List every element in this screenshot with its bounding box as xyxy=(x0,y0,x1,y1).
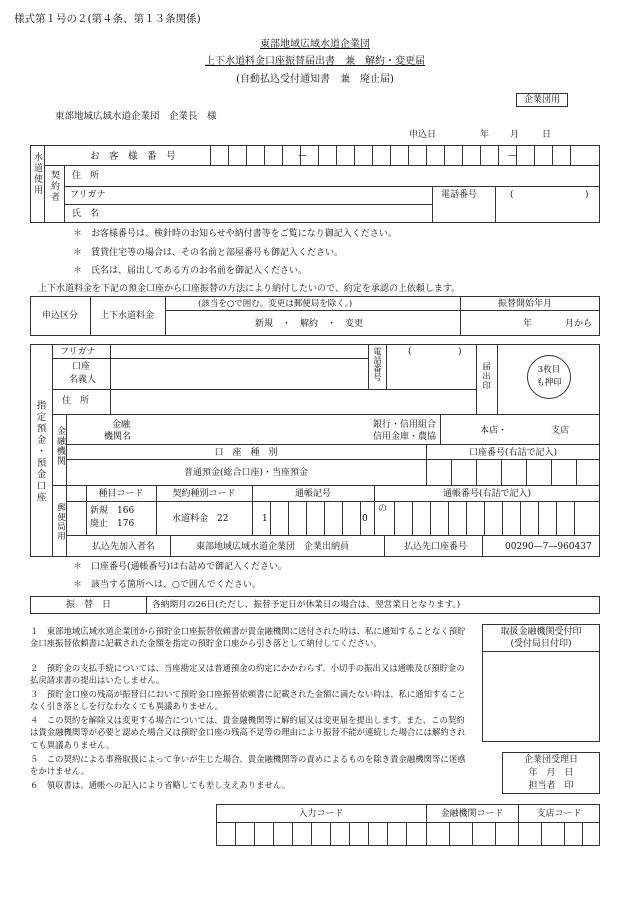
phone-open: ( xyxy=(510,190,514,200)
holder-phone-label: 電話番号 xyxy=(371,347,382,381)
furigana-label: フリガナ xyxy=(70,190,106,200)
copy-badge-label: 企業団用 xyxy=(523,95,560,105)
phone-close: ) xyxy=(585,190,589,200)
bank-types-2[interactable]: 信用金庫・農協 xyxy=(373,432,437,442)
customer-number-dash-1: — xyxy=(298,151,307,161)
bank-name-label-2: 機関名 xyxy=(104,432,132,442)
digit-cell-divider xyxy=(526,459,527,485)
branch-sub[interactable]: 支店 xyxy=(551,426,570,436)
branch-code-label: 支店コード xyxy=(536,809,582,819)
transfer-day-label: 振 替 日 xyxy=(66,600,112,610)
digit-cell-divider xyxy=(556,501,557,535)
name-label: 氏 名 xyxy=(72,209,100,219)
form-subtitle: (自動払込受付通知書 兼 廃止届) xyxy=(236,74,394,85)
bank-receipt-label-2: (受付局日付印) xyxy=(510,639,572,649)
digit-cell-divider xyxy=(484,501,485,535)
application-options[interactable]: 新規 ・ 解約 ・ 変更 xyxy=(255,319,364,329)
digit-cell-divider xyxy=(394,501,395,535)
digit-cell-divider xyxy=(412,501,413,535)
branch-main[interactable]: 本店・ xyxy=(480,426,508,436)
digit-cell-divider xyxy=(466,501,467,535)
holder-address-label: 住 所 xyxy=(62,396,90,406)
terms-5: ５ この契約による事務取扱によって争いが生じた場合、貴金融機関等の責めによるものを除き貴金融機関等に迷惑をかけません。 xyxy=(30,754,466,777)
digit-cell-divider xyxy=(495,822,496,846)
terms-1: １ 東部地域広域水道企業団から預貯金口座振替依頼書が貴金融機関に送付された時は、私に通知することなく預貯金口座振替依頼書に記載された金額を指定の預貯金口座から引き落として納付してください。 xyxy=(30,626,466,649)
water-use-label: 水道使用 xyxy=(32,152,42,196)
digit-cell-divider xyxy=(282,145,283,165)
digit-cell-divider xyxy=(501,459,502,485)
digit-cell-divider xyxy=(520,501,521,535)
digit-cell-divider xyxy=(311,822,312,846)
payee-label: 払込先加入者名 xyxy=(92,542,156,552)
bank-name-label-1: 金融 xyxy=(112,420,131,430)
account-type-label: 口 座 種 別 xyxy=(214,448,278,458)
bank-side-label: 金融機関 xyxy=(55,426,65,466)
digit-cell-divider xyxy=(336,145,337,165)
seal-note-2: も押印 xyxy=(536,378,562,388)
contractor-label: 契約者 xyxy=(49,170,59,203)
digit-cell-divider xyxy=(582,822,583,846)
name-field[interactable] xyxy=(110,206,428,222)
account-number-grid[interactable] xyxy=(426,459,600,485)
bank-code-label: 金融機関コード xyxy=(440,809,504,819)
item-code-new[interactable]: 新規 166 xyxy=(90,506,135,516)
terms-2: ２ 預貯金の支払手続については、当座勘定又は普通預金の約定にかかわらず、小切手の振出又は通帳及び預貯金の払戻請求書の提出はいたしません。 xyxy=(30,663,465,686)
terms-6: ６ 領収書は、通帳への記入により省略しても差し支えありません。 xyxy=(30,780,291,790)
digit-cell-divider xyxy=(273,822,274,846)
passbook-number-label: 通帳番号(右詰で記入) xyxy=(442,489,532,499)
digit-cell-divider xyxy=(534,145,535,165)
application-note: (該当を○で囲む。変更は郵便局を除く。) xyxy=(198,299,353,309)
note-rental: ＊ 賃貸住宅等の場合は、その名前と部屋番号も御記入ください。 xyxy=(73,248,344,258)
digit-cell-divider xyxy=(552,145,553,165)
digit-cell-divider xyxy=(270,501,271,535)
digit-cell-divider xyxy=(349,822,350,846)
digit-cell-divider xyxy=(551,459,552,485)
date-month: 月 xyxy=(510,130,520,140)
digit-cell-divider xyxy=(390,145,391,165)
item-code-cancel[interactable]: 廃止 176 xyxy=(90,519,135,529)
digit-cell-divider xyxy=(318,145,319,165)
digit-cell-divider xyxy=(374,501,375,535)
digit-cell-divider xyxy=(451,459,452,485)
note-customer-number: ＊ お客様番号は、検針時のお知らせや納付書等をご覧になり御記入ください。 xyxy=(73,229,397,239)
application-type-label: 申込区分 xyxy=(42,311,79,321)
digit-cell-divider xyxy=(476,459,477,485)
holder-phone-close: ) xyxy=(458,347,462,357)
digit-cell-divider xyxy=(408,145,409,165)
transfer-day-value: 各納期月の26日(ただし、振替予定日が休業日の場合は、翌営業日となります。) xyxy=(152,600,461,610)
account-type-options[interactable]: 普通預金(総合口座)・当座預金 xyxy=(183,468,309,478)
org-receipt-date: 年 月 日 xyxy=(528,768,574,778)
digit-cell-divider xyxy=(354,145,355,165)
customer-number-label: お 客 様 番 号 xyxy=(90,151,176,162)
seal-label: 届出印 xyxy=(480,362,491,391)
digit-cell-divider xyxy=(570,145,571,165)
digit-cell-divider xyxy=(502,501,503,535)
holder-label-1: 口座 xyxy=(72,362,91,372)
bank-name-field[interactable] xyxy=(150,418,370,442)
post-office-side-label: 郵便局用 xyxy=(55,503,66,541)
digit-cell-divider xyxy=(292,822,293,846)
form-number: 様式第１号の２(第４条、第１３条関係) xyxy=(14,13,201,25)
payee-account-value: 00290—7—960437 xyxy=(505,542,592,552)
customer-number-dash-2: — xyxy=(508,151,517,161)
digit-cell-divider xyxy=(576,459,577,485)
digit-cell-divider xyxy=(564,822,565,846)
payee-account-label: 払込先口座番号 xyxy=(404,542,468,552)
phone-field[interactable] xyxy=(518,187,582,203)
input-code-label: 入力コード xyxy=(298,809,344,819)
passbook-no-mark: の xyxy=(378,504,388,514)
seal-note-1: 3枚目 xyxy=(537,365,561,375)
digit-cell-divider xyxy=(288,501,289,535)
digit-cell-divider xyxy=(541,822,542,846)
digit-cell-divider xyxy=(518,822,519,846)
address-label: 住 所 xyxy=(72,171,100,181)
digit-cell-divider xyxy=(406,822,407,846)
addressee: 東部地域広域水道企業団 企業長 様 xyxy=(55,111,217,122)
account-number-label: 口座番号(右詰で記入) xyxy=(468,448,558,458)
passbook-symbol-label: 通帳記号 xyxy=(294,489,331,499)
application-type-value: 上下水道料金 xyxy=(100,311,155,321)
digit-cell-divider xyxy=(254,822,255,846)
date-label: 申込日 xyxy=(409,130,437,140)
digit-cell-divider xyxy=(387,822,388,846)
transfer-start-label: 振替開始年月 xyxy=(498,299,553,309)
holder-address-field[interactable] xyxy=(114,392,472,412)
phone-label: 電話番号 xyxy=(441,190,478,200)
terms-4: ４ この契約を解除又は変更する場合については、貴金融機関等に解約届又は変更届を提出します。また、この契約は貴金融機関等が必要と認めた場合又は預貯金口座の残高不足等の理由により振替不能が連続した場合には解約されても異議ありません。 xyxy=(30,715,466,750)
intro-text: 上下水道料金を下記の預金口座から口座振替の方法により納付したいので、約定を承認の上依頼します。 xyxy=(38,284,461,294)
digit-cell-divider xyxy=(574,501,575,535)
digit-cell-divider xyxy=(330,822,331,846)
digit-cell-divider xyxy=(449,822,450,846)
org-receipt-label: 企業団受理日 xyxy=(523,755,578,765)
digit-cell-divider xyxy=(462,145,463,165)
digit-cell-divider xyxy=(498,145,499,165)
date-year: 年 xyxy=(480,130,490,140)
holder-furigana-field[interactable] xyxy=(114,345,364,358)
transfer-start-year: 年 xyxy=(523,319,533,329)
org-receipt-person: 担当者 印 xyxy=(528,781,574,791)
digit-cell-divider xyxy=(342,501,343,535)
digit-cell-divider xyxy=(448,501,449,535)
item-code-label: 種目コード xyxy=(98,489,144,499)
note-name: ＊ 氏名は、届出してある方のお名前を御記入ください。 xyxy=(73,266,308,276)
digit-cell-divider xyxy=(426,145,427,165)
passbook-zero-digit: 0 xyxy=(362,514,368,524)
form-title: 上下水道料金口座振替届出書 兼 解約・変更届 xyxy=(205,56,425,67)
digit-cell-divider xyxy=(430,501,431,535)
passbook-first-digit: 1 xyxy=(262,514,268,524)
digit-cell-divider xyxy=(324,501,325,535)
seal-circle[interactable] xyxy=(527,355,571,399)
digit-cell-divider xyxy=(306,501,307,535)
digit-cell-divider xyxy=(360,501,361,535)
digit-cell-divider xyxy=(426,822,427,846)
organization-name: 東部地域広域水道企業団 xyxy=(260,39,370,50)
furigana-field[interactable] xyxy=(110,187,428,203)
digit-cell-divider xyxy=(472,822,473,846)
bank-receipt-label-1: 取扱金融機関受付印 xyxy=(500,627,582,637)
bank-types-1[interactable]: 銀行・信用組合 xyxy=(373,420,437,430)
terms-3: ３ 預貯金口座の残高が振替日において預貯金口座振替依頼書に記載された金額に満たない時は、私に通知することなく引き落としを行なわなくても異議ありません。 xyxy=(30,689,466,712)
holder-phone-open: ( xyxy=(408,347,412,357)
customer-number-grid[interactable] xyxy=(210,145,600,165)
date-day: 日 xyxy=(542,130,552,140)
note-circle: ＊ 該当する箇所へは、○で囲んでください。 xyxy=(73,580,261,590)
holder-label-2: 名義人 xyxy=(69,375,97,385)
digit-cell-divider xyxy=(372,145,373,165)
digit-cell-divider xyxy=(246,145,247,165)
transfer-start-month: 月から xyxy=(565,319,593,329)
code-grid[interactable] xyxy=(216,822,600,846)
passbook-grid[interactable] xyxy=(252,501,600,535)
address-field[interactable] xyxy=(110,167,595,185)
designated-account-label: 指定預金・預金口座 xyxy=(34,400,46,504)
digit-cell-divider xyxy=(264,145,265,165)
digit-cell-divider xyxy=(368,822,369,846)
holder-phone-field[interactable] xyxy=(416,360,472,376)
holder-furigana-label: フリガナ xyxy=(60,347,96,357)
note-account-number: ＊ 口座番号(通帳番号)は右詰めで御記入ください。 xyxy=(73,562,288,572)
contract-code-label: 契約種別コード xyxy=(172,489,236,499)
digit-cell-divider xyxy=(480,145,481,165)
payee-value: 東部地域広域水道企業団 企業出納員 xyxy=(196,542,350,552)
digit-cell-divider xyxy=(228,145,229,165)
holder-name-field[interactable] xyxy=(114,361,364,387)
digit-cell-divider xyxy=(444,145,445,165)
contract-code-value: 水道料金 22 xyxy=(172,514,229,524)
digit-cell-divider xyxy=(538,501,539,535)
digit-cell-divider xyxy=(235,822,236,846)
